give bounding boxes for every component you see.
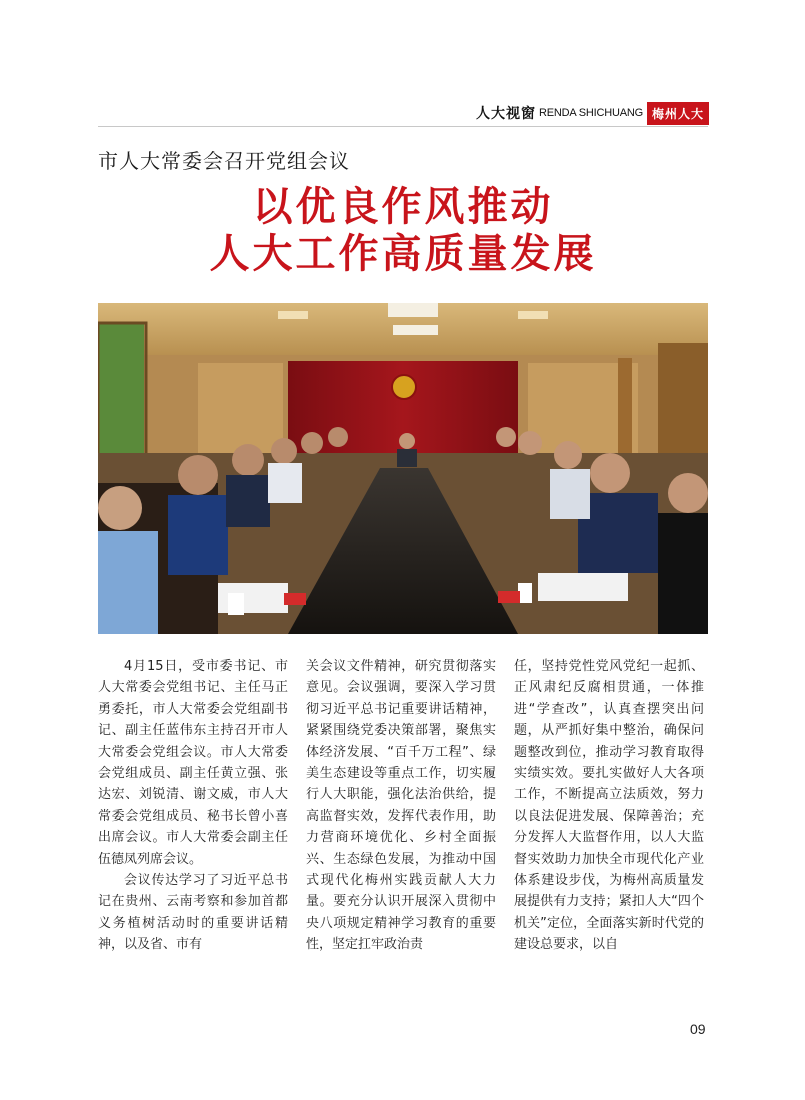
chairperson — [397, 449, 417, 467]
headline-line-1: 以优良作风推动 — [252, 183, 554, 230]
national-emblem — [392, 375, 416, 399]
attendee — [226, 475, 270, 527]
attendee — [301, 432, 323, 454]
meeting-photo — [98, 303, 708, 634]
attendee — [178, 455, 218, 495]
page-number: 09 — [690, 1021, 706, 1037]
section-header — [476, 102, 709, 124]
attendee — [98, 531, 158, 634]
window-plants — [98, 323, 144, 473]
attendee — [268, 463, 302, 503]
section-title-pinyin: RENDA SHICHUANG — [539, 107, 643, 119]
paragraph: 任，坚持党性党风党纪一起抓、正风肃纪反腐相贯通，一体推进“学查改”，认真查摆突出问题，从严抓好集中整治，确保问题整改到位，推动学习教育取得实绩实效。要扎实做好人大各项工作，不断提高立法质效，努力以良法促进发展、保障善治；充分发挥人大监督作用，以人大监督实效助力加快全市现代化产业体系建设步伐，为梅州高质量发展提供有力支持；紧扣人大“四个机关”定位，全面落实新时代党的建设总要求，以自 — [514, 659, 704, 953]
attendee — [271, 438, 297, 464]
attendee — [328, 427, 348, 447]
tea-cup — [518, 583, 532, 603]
ceiling-light — [388, 303, 438, 317]
attendee — [668, 473, 708, 513]
text-column-1 — [98, 656, 288, 996]
tea-cup — [228, 593, 244, 615]
ceiling-light — [393, 325, 438, 335]
ceiling-light — [518, 311, 548, 319]
name-card — [498, 591, 520, 603]
paragraph: 4月15日，受市委书记、市人大常委会党组书记、主任马正勇委托，市人大常委会党组副书记、副主任蓝伟东主持召开市人大常委会党组会议。市人大常委会党组成员、副主任黄立强、张达宏、刘锐清、谢文威，市人大常委会党组成员、秘书长曾小喜出席会议。市人大常委会副主任伍德凤列席会议。 — [98, 659, 288, 867]
attendee — [590, 453, 630, 493]
chairperson — [399, 433, 415, 449]
ceiling-light — [278, 311, 308, 319]
paragraph: 会议传达学习了习近平总书记在贵州、云南考察和参加首都义务植树活动时的重要讲话精神，以及省、市有 — [98, 873, 288, 953]
text-column-2 — [306, 656, 496, 996]
header-divider — [98, 126, 708, 127]
attendee — [554, 441, 582, 469]
attendee — [496, 427, 516, 447]
section-title: 人大视窗 — [476, 106, 537, 122]
article-body — [98, 656, 710, 996]
document — [538, 573, 628, 601]
attendee — [518, 431, 542, 455]
attendee — [168, 495, 228, 575]
article-kicker: 市人大常委会召开党组会议 — [98, 149, 350, 173]
attendee — [658, 513, 708, 634]
name-card — [284, 593, 306, 605]
headline-line-2: 人大工作高质量发展 — [209, 230, 597, 277]
attendee — [232, 444, 264, 476]
text-column-3 — [514, 656, 704, 996]
attendee — [550, 469, 590, 519]
attendee — [98, 486, 142, 530]
publication-badge: 梅州人大 — [647, 102, 709, 125]
paragraph: 关会议文件精神，研究贯彻落实意见。会议强调，要深入学习贯彻习近平总书记重要讲话精神，紧紧围绕党委决策部署，聚焦实体经济发展、“百千万工程”、绿美生态建设等重点工作，切实履行人大职能，强化法治供给，提高监督实效，发挥代表作用，助力营商环境优化、乡村全面振兴、生态绿色发展，为推动中国式现代化梅州实践贡献人大力量。要充分认识开展深入贯彻中央八项规定精神学习教育的重要性，坚定扛牢政治责 — [306, 659, 496, 953]
